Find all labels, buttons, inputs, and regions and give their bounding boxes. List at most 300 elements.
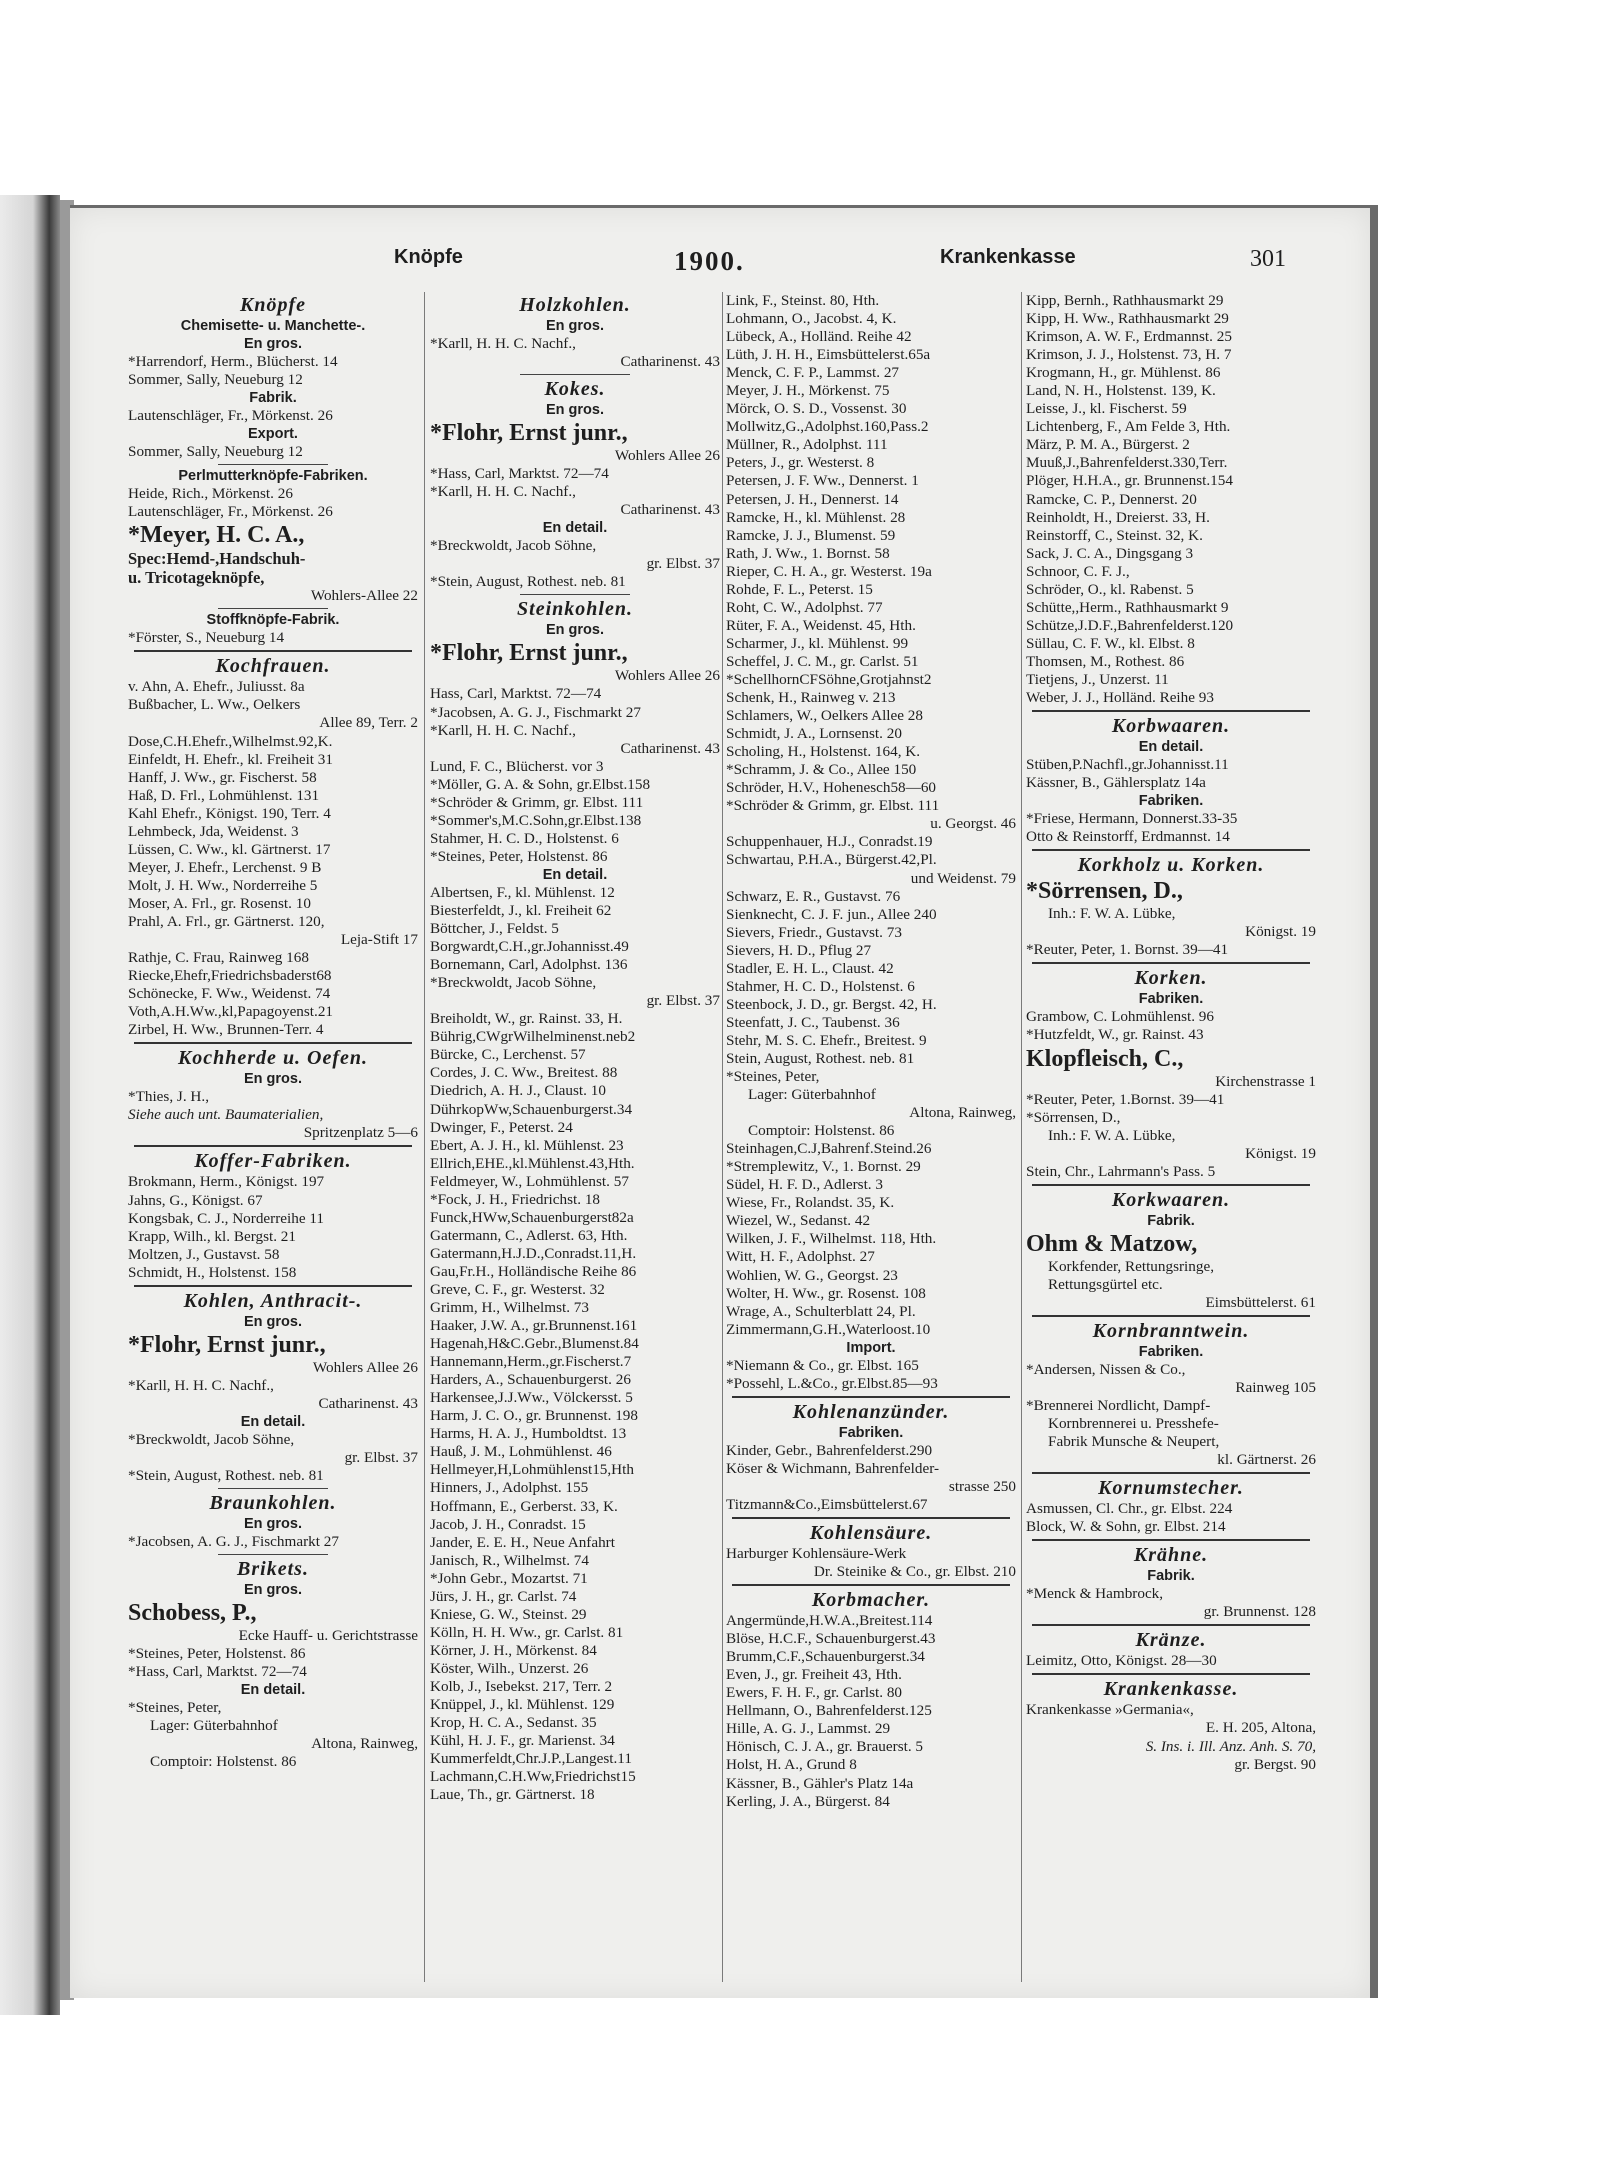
section-rule xyxy=(134,650,412,652)
directory-entry: Stahmer, H. C. D., Holstenst. 6 xyxy=(726,977,915,995)
section-rule xyxy=(1032,710,1310,712)
subheading: Fabriken. xyxy=(1138,793,1204,810)
directory-entry: *Brennerei Nordlicht, Dampf- xyxy=(1026,1397,1211,1415)
subheading: Fabrik. xyxy=(1147,1212,1195,1229)
section-rule xyxy=(1032,849,1310,851)
entry-address: Leja-Stift 17 xyxy=(340,931,418,949)
directory-entry: Einfeldt, H. Ehefr., kl. Freiheit 31 xyxy=(128,750,333,768)
directory-entry: Brokmann, Herm., Königst. 197 xyxy=(128,1173,325,1191)
section-heading: Kochherde u. Oefen. xyxy=(177,1047,369,1070)
cross-reference: S. Ins. i. Ill. Anz. Anh. S. 70, xyxy=(1145,1737,1316,1755)
directory-entry: Prahl, A. Frl., gr. Gärtnerst. 120, xyxy=(128,912,325,930)
directory-entry: Schmidt, H., Holstenst. 158 xyxy=(128,1263,297,1281)
directory-entry: Menck, C. F. P., Lammst. 27 xyxy=(726,364,900,382)
directory-entry: Angermünde,H.W.A.,Breitest.114 xyxy=(726,1612,933,1630)
directory-entry: Harkensee,J.J.Ww., Völckersst. 5 xyxy=(430,1389,633,1407)
entry-continuation: Fabrik Munsche & Neupert, xyxy=(1048,1433,1220,1451)
section-heading: Kochfrauen. xyxy=(215,655,331,678)
directory-entry: Titzmann&Co.,Eimsbüttelerst.67 xyxy=(726,1495,928,1513)
directory-entry: *Schröder & Grimm, gr. Elbst. 111 xyxy=(430,793,644,811)
entry-address: und Weidenst. 79 xyxy=(910,869,1016,887)
directory-entry: Meyer, J. Ehefr., Lerchenst. 9 B xyxy=(128,858,322,876)
directory-entry: *Schröder & Grimm, gr. Elbst. 111 xyxy=(726,797,940,815)
directory-entry: Albertsen, F., kl. Mühlenst. 12 xyxy=(430,883,615,901)
subheading: Fabriken. xyxy=(1138,1343,1204,1360)
directory-entry: Rieper, C. H. A., gr. Westerst. 19a xyxy=(726,562,932,580)
subheading: Export. xyxy=(248,426,298,443)
section-heading: Kornumstecher. xyxy=(1098,1477,1244,1500)
directory-entry: Lohmann, O., Jacobst. 4, K. xyxy=(726,310,897,328)
directory-entry: *Breckwoldt, Jacob Söhne, xyxy=(430,537,597,555)
entry-address: Allee 89, Terr. 2 xyxy=(319,714,418,732)
directory-entry: *Steines, Peter, xyxy=(726,1068,820,1086)
directory-entry: Jahns, G., Königst. 67 xyxy=(128,1191,263,1209)
entry-address: Wohlers Allee 26 xyxy=(614,667,720,685)
entry-address: Catharinenst. 43 xyxy=(318,1394,418,1412)
entry-continuation: Inh.: F. W. A. Lübke, xyxy=(1048,1126,1176,1144)
directory-entry: Sommer, Sally, Neueburg 12 xyxy=(128,443,303,461)
section-heading: Kohlen, Anthracit-. xyxy=(183,1289,363,1312)
featured-firm-name: *Flohr, Ernst junr., xyxy=(430,640,628,667)
directory-entry: Feldmeyer, W., Lohmühlenst. 57 xyxy=(430,1172,629,1190)
directory-entry: Grimm, H., Wilhelmst. 73 xyxy=(430,1299,589,1317)
subheading: En gros. xyxy=(243,336,302,352)
directory-entry: Wiese, Fr., Rolandst. 35, K. xyxy=(726,1194,895,1212)
directory-entry: Hanff, J. Ww., gr. Fischerst. 58 xyxy=(128,768,317,786)
section-heading: Brikets. xyxy=(237,1558,309,1581)
directory-entry: Harders, A., Schauenburgerst. 26 xyxy=(430,1371,631,1389)
section-rule xyxy=(1032,1315,1310,1317)
directory-entry: Scheffel, J. C. M., gr. Carlst. 51 xyxy=(726,652,919,670)
directory-entry: *Steines, Peter, xyxy=(128,1699,222,1717)
directory-entry: Knüppel, J., kl. Mühlenst. 129 xyxy=(430,1696,615,1714)
directory-entry: Ramcke, C. P., Dennerst. 20 xyxy=(1026,490,1197,508)
subheading: Import. xyxy=(846,1339,896,1356)
directory-entry: *Jacobsen, A. G. J., Fischmarkt 27 xyxy=(128,1533,339,1551)
section-heading: Kornbranntwein. xyxy=(1092,1319,1250,1342)
section-heading: Koffer-Fabriken. xyxy=(194,1150,352,1173)
directory-entry: Block, W. & Sohn, gr. Elbst. 214 xyxy=(1026,1518,1226,1536)
directory-entry: Blöse, H.C.F., Schauenburgerst.43 xyxy=(726,1630,936,1648)
directory-entry: Reinholdt, H., Dreierst. 33, H. xyxy=(1026,508,1210,526)
featured-firm-name: *Flohr, Ernst junr., xyxy=(430,420,628,447)
directory-entry: Mörck, O. S. D., Vossenst. 30 xyxy=(726,400,907,418)
directory-entry: Kipp, Bernh., Rathhausmarkt 29 xyxy=(1026,292,1224,309)
directory-entry: DührkopWw,Schauenburgerst.34 xyxy=(430,1100,633,1118)
directory-entry: Haaker, J.W. A., gr.Brunnenst.161 xyxy=(430,1317,638,1335)
directory-entry: *Breckwoldt, Jacob Söhne, xyxy=(128,1430,295,1448)
entry-address: Wohlers Allee 26 xyxy=(312,1358,418,1376)
featured-specialty: u. Tricotageknöpfe, xyxy=(128,568,265,588)
column-3 xyxy=(726,292,1016,1982)
directory-entry: Lüssen, C. Ww., kl. Gärtnerst. 17 xyxy=(128,840,331,858)
featured-firm-name: *Flohr, Ernst junr., xyxy=(128,1331,326,1358)
featured-firm-name: *Sörrensen, D., xyxy=(1026,878,1183,905)
directory-entry: Schwarz, E. R., Gustavst. 76 xyxy=(726,887,901,905)
directory-entry: Lichtenberg, F., Am Felde 3, Hth. xyxy=(1026,418,1231,436)
directory-entry: *Thies, J. H., xyxy=(128,1088,209,1106)
directory-entry: Rathje, C. Frau, Rainweg 168 xyxy=(128,949,309,967)
directory-entry: Lautenschläger, Fr., Mörkenst. 26 xyxy=(128,407,333,425)
directory-entry: *Stein, August, Rothest. neb. 81 xyxy=(128,1466,324,1484)
directory-entry: Lehmbeck, Jda, Weidenst. 3 xyxy=(128,822,299,840)
directory-entry: Sievers, Friedr., Gustavst. 73 xyxy=(726,923,902,941)
directory-entry: Rohde, F. L., Peterst. 15 xyxy=(726,580,873,598)
directory-entry: Kipp, H. Ww., Rathhausmarkt 29 xyxy=(1026,310,1229,328)
entry-address: gr. Elbst. 37 xyxy=(344,1448,418,1466)
directory-entry: Krapp, Wilh., kl. Bergst. 21 xyxy=(128,1227,296,1245)
directory-entry: Rüter, F. A., Weidenst. 45, Hth. xyxy=(726,616,916,634)
directory-entry: Stehr, M. S. C. Ehefr., Breitest. 9 xyxy=(726,1031,927,1049)
directory-entry: *Karll, H. H. C. Nachf., xyxy=(430,483,576,501)
directory-entry: Gatermann,H.J.D.,Conradst.11,H. xyxy=(430,1244,637,1262)
directory-entry: Krop, H. C. A., Sedanst. 35 xyxy=(430,1714,597,1732)
entry-continuation: Korkfender, Rettungsringe, xyxy=(1048,1257,1214,1275)
directory-entry: Schenk, H., Rainweg v. 213 xyxy=(726,689,896,707)
directory-entry: Roht, C. W., Adolphst. 77 xyxy=(726,598,883,616)
directory-entry: Plöger, H.H.A., gr. Brunnenst.154 xyxy=(1026,472,1233,490)
directory-entry: *Hutzfeldt, W., gr. Rainst. 43 xyxy=(1026,1026,1204,1044)
subheading: Perlmutterknöpfe-Fabriken. xyxy=(178,468,368,485)
section-heading: Holzkohlen. xyxy=(519,294,631,316)
directory-entry: Stadler, E. H. L., Claust. 42 xyxy=(726,959,894,977)
directory-entry: Hannemann,Herm.,gr.Fischerst.7 xyxy=(430,1353,632,1371)
directory-entry: Böttcher, J., Feldst. 5 xyxy=(430,920,559,938)
directory-entry: Lautenschläger, Fr., Mörkenst. 26 xyxy=(128,503,333,521)
directory-entry: Steenbock, J. D., gr. Bergst. 42, H. xyxy=(726,995,937,1013)
entry-address: Catharinenst. 43 xyxy=(620,501,720,519)
directory-entry: Wiezel, W., Sedanst. 42 xyxy=(726,1212,871,1230)
directory-entry: Stein, August, Rothest. neb. 81 xyxy=(726,1049,915,1067)
subheading: Stoffknöpfe-Fabrik. xyxy=(206,612,340,629)
short-rule xyxy=(218,464,328,465)
directory-entry: Leisse, J., kl. Fischerst. 59 xyxy=(1026,400,1187,418)
directory-entry: Harm, J. C. O., gr. Brunnenst. 198 xyxy=(430,1407,638,1425)
directory-entry: *Förster, S., Neueburg 14 xyxy=(128,629,285,647)
directory-entry: Körner, J. H., Mörkenst. 84 xyxy=(430,1641,597,1659)
directory-entry: Muuß,J.,Bahrenfelderst.330,Terr. xyxy=(1026,454,1228,472)
directory-entry: März, P. M. A., Bürgerst. 2 xyxy=(1026,436,1190,454)
directory-entry: *Menck & Hambrock, xyxy=(1026,1585,1164,1603)
directory-entry: Petersen, J. H., Dennerst. 14 xyxy=(726,490,899,508)
directory-entry: Even, J., gr. Freiheit 43, Hth. xyxy=(726,1666,902,1684)
directory-entry: Petersen, J. F. Ww., Dennerst. 1 xyxy=(726,472,919,490)
directory-entry: *Steines, Peter, Holstenst. 86 xyxy=(128,1645,306,1663)
directory-entry: Rath, J. Ww., 1. Bornst. 58 xyxy=(726,544,890,562)
directory-entry: *Hass, Carl, Marktst. 72—74 xyxy=(430,465,609,483)
directory-entry: Holst, H. A., Grund 8 xyxy=(726,1756,857,1774)
short-rule xyxy=(218,1554,328,1555)
directory-entry: Schröder, O., kl. Rabenst. 5 xyxy=(1026,580,1194,598)
subheading: Chemisette- u. Manchette-. xyxy=(180,318,366,334)
section-heading: Korkwaaren. xyxy=(1111,1188,1231,1211)
directory-entry: *Schramm, J. & Co., Allee 150 xyxy=(726,761,917,779)
directory-entry: Kühl, H. J. F., gr. Marienst. 34 xyxy=(430,1732,615,1750)
section-rule xyxy=(1032,962,1310,964)
directory-entry: *Possehl, L.&Co., gr.Elbst.85—93 xyxy=(726,1374,938,1392)
section-heading: Krähne. xyxy=(1133,1544,1209,1567)
directory-entry: Harburger Kohlensäure-Werk xyxy=(726,1545,907,1562)
page-number: 301 xyxy=(1250,246,1286,272)
section-heading: Korkholz u. Korken. xyxy=(1077,854,1265,877)
directory-entry: Lund, F. C., Blücherst. vor 3 xyxy=(430,757,604,775)
entry-address: kl. Gärtnerst. 26 xyxy=(1217,1451,1316,1469)
directory-entry: Müllner, R., Adolphst. 111 xyxy=(726,436,888,454)
directory-entry: *Stremplewitz, V., 1. Bornst. 29 xyxy=(726,1158,921,1176)
section-heading: Krankenkasse. xyxy=(1103,1678,1239,1701)
directory-entry: Sack, J. C. A., Dingsgang 3 xyxy=(1026,544,1194,562)
directory-entry: Moltzen, J., Gustavst. 58 xyxy=(128,1245,280,1263)
directory-entry: Scharmer, J., kl. Mühlenst. 99 xyxy=(726,634,909,652)
directory-entry: Krankenkasse »Germania«, xyxy=(1026,1701,1194,1719)
featured-firm-name: Klopfleisch, C., xyxy=(1026,1045,1184,1072)
directory-entry: Cordes, J. C. Ww., Breitest. 88 xyxy=(430,1064,618,1082)
directory-entry: Meyer, J. H., Mörkenst. 75 xyxy=(726,382,890,400)
directory-entry: Bornemann, Carl, Adolphst. 136 xyxy=(430,956,628,974)
directory-entry: Ewers, F. H. F., gr. Carlst. 80 xyxy=(726,1684,903,1702)
directory-entry: Kniese, G. W., Steinst. 29 xyxy=(430,1605,587,1623)
directory-entry: Thomsen, M., Rothest. 86 xyxy=(1026,652,1185,670)
entry-address: Altona, Rainweg, xyxy=(311,1735,418,1753)
directory-entry: Borgwardt,C.H.,gr.Johannisst.49 xyxy=(430,938,629,956)
cross-reference: Siehe auch unt. Baumaterialien, xyxy=(128,1106,324,1124)
directory-entry: Bürcke, C., Lerchenst. 57 xyxy=(430,1046,586,1064)
directory-entry: *Friese, Hermann, Donnerst.33-35 xyxy=(1026,810,1238,828)
section-heading: Steinkohlen. xyxy=(517,598,633,621)
directory-entry: *Jacobsen, A. G. J., Fischmarkt 27 xyxy=(430,703,641,721)
directory-entry: Schwartau, P.H.A., Bürgerst.42,Pl. xyxy=(726,851,937,869)
directory-entry: Schuppenhauer, H.J., Conradst.19 xyxy=(726,833,933,851)
directory-entry: Funck,HWw,Schauenburgerst82a xyxy=(430,1208,634,1226)
directory-entry: Hagenah,H&C.Gebr.,Blumenst.84 xyxy=(430,1335,639,1353)
section-rule xyxy=(732,1396,1010,1398)
directory-entry: Janisch, R., Wilhelmst. 74 xyxy=(430,1551,589,1569)
subheading: En gros. xyxy=(243,1071,302,1088)
directory-entry: Scholing, H., Holstenst. 164, K. xyxy=(726,743,921,761)
subheading: Fabriken. xyxy=(1138,991,1204,1008)
directory-entry: Steenfatt, J. C., Taubenst. 36 xyxy=(726,1013,900,1031)
directory-entry: Peters, J., gr. Westerst. 8 xyxy=(726,454,875,472)
entry-continuation: Lager: Güterbahnhof xyxy=(748,1086,876,1104)
directory-entry: *John Gebr., Mozartst. 71 xyxy=(430,1569,588,1587)
directory-entry: *Sommer's,M.C.Sohn,gr.Elbst.138 xyxy=(430,811,642,829)
directory-entry: Schlamers, W., Oelkers Allee 28 xyxy=(726,707,923,725)
directory-entry: Leimitz, Otto, Königst. 28—30 xyxy=(1026,1652,1217,1670)
subheading: En gros. xyxy=(243,1516,302,1533)
directory-entry: *Fock, J. H., Friedrichst. 18 xyxy=(430,1190,601,1208)
directory-entry: *Möller, G. A. & Sohn, gr.Elbst.158 xyxy=(430,775,651,793)
subheading: En gros. xyxy=(545,318,604,334)
header-left-keyword: Knöpfe xyxy=(394,246,463,268)
directory-entry: Witt, H. F., Adolphst. 27 xyxy=(726,1248,875,1266)
featured-firm-name: *Meyer, H. C. A., xyxy=(128,522,305,549)
directory-entry: Lübeck, A., Holländ. Reihe 42 xyxy=(726,328,912,346)
entry-continuation: Comptoir: Holstenst. 86 xyxy=(150,1753,297,1771)
directory-entry: Molt, J. H. Ww., Norderreihe 5 xyxy=(128,876,318,894)
directory-entry: Jander, E. E. H., Neue Anfahrt xyxy=(430,1533,615,1551)
section-rule xyxy=(1032,1673,1310,1675)
section-heading: Korbwaaren. xyxy=(1111,715,1231,738)
directory-entry: Kummerfeldt,Chr.J.P.,Langest.11 xyxy=(430,1750,632,1768)
directory-entry: Stüben,P.Nachfl.,gr.Johannisst.11 xyxy=(1026,756,1229,774)
directory-entry: Bührig,CWgrWilhelminenst.neb2 xyxy=(430,1028,636,1046)
directory-entry: Dose,C.H.Ehefr.,Wilhelmst.92,K. xyxy=(128,732,333,750)
directory-entry: Hoffmann, E., Gerberst. 33, K. xyxy=(430,1497,618,1515)
entry-address: strasse 250 xyxy=(948,1477,1016,1495)
directory-entry: Ramcke, H., kl. Mühlenst. 28 xyxy=(726,508,906,526)
section-heading: Knöpfe xyxy=(240,294,306,316)
subheading: En detail. xyxy=(240,1682,306,1699)
header-right-keyword: Krankenkasse xyxy=(940,246,1076,268)
directory-entry: Biesterfeldt, J., kl. Freiheit 62 xyxy=(430,901,612,919)
directory-entry: Ramcke, J. J., Blumenst. 59 xyxy=(726,526,896,544)
directory-entry: Stahmer, H. C. D., Holstenst. 6 xyxy=(430,829,619,847)
directory-entry: Kolb, J., Isebekst. 217, Terr. 2 xyxy=(430,1678,613,1695)
directory-entry: Riecke,Ehefr,Friedrichsbaderst68 xyxy=(128,967,332,985)
section-rule xyxy=(1032,1539,1310,1541)
subheading: En detail. xyxy=(542,866,608,883)
directory-entry: Kongsbak, C. J., Norderreihe 11 xyxy=(128,1209,324,1227)
entry-address: Wohlers-Allee 22 xyxy=(310,587,418,605)
directory-entry: Gau,Fr.H., Holländische Reihe 86 xyxy=(430,1262,637,1280)
directory-entry: Köster, Wilh., Unzerst. 26 xyxy=(430,1659,589,1677)
featured-firm-name: Ohm & Matzow, xyxy=(1026,1230,1198,1257)
section-rule xyxy=(134,1145,412,1147)
directory-entry: Mollwitz,G.,Adolphst.160,Pass.2 xyxy=(726,418,929,436)
section-heading: Kränze. xyxy=(1135,1629,1207,1652)
section-heading: Kokes. xyxy=(544,378,606,401)
directory-entry: Laue, Th., gr. Gärtnerst. 18 xyxy=(430,1786,595,1804)
entry-address: Kirchenstrasse 1 xyxy=(1215,1072,1316,1090)
directory-entry: Jürs, J. H., gr. Carlst. 74 xyxy=(430,1587,577,1605)
directory-entry: Köser & Wichmann, Bahrenfelder- xyxy=(726,1459,940,1477)
directory-entry: Lüth, J. H. H., Eimsbüttelerst.65a xyxy=(726,346,931,364)
directory-entry: Hauß, J. M., Lohmühlenst. 46 xyxy=(430,1443,612,1461)
subheading: Fabrik. xyxy=(1147,1568,1195,1585)
directory-entry: Wilken, J. F., Wilhelmst. 118, Hth. xyxy=(726,1230,937,1248)
section-rule xyxy=(134,1285,412,1287)
directory-entry: Schütte,,Herm., Rathhausmarkt 9 xyxy=(1026,598,1229,616)
directory-entry: Hille, A. G. J., Lammst. 29 xyxy=(726,1720,891,1738)
section-heading: Braunkohlen. xyxy=(209,1492,337,1515)
directory-entry: Weber, J. J., Holländ. Reihe 93 xyxy=(1026,689,1214,707)
column-divider xyxy=(722,292,723,1982)
directory-entry: Asmussen, Cl. Chr., gr. Elbst. 224 xyxy=(1026,1500,1233,1518)
entry-address: gr. Brunnenst. 128 xyxy=(1203,1603,1316,1621)
directory-entry: Zirbel, H. Ww., Brunnen-Terr. 4 xyxy=(128,1021,324,1039)
directory-entry: Otto & Reinstorff, Erdmannst. 14 xyxy=(1026,828,1230,846)
section-rule xyxy=(1032,1624,1310,1626)
entry-address: gr. Elbst. 37 xyxy=(646,555,720,573)
directory-entry: Haß, D. Frl., Lohmühlenst. 131 xyxy=(128,786,320,804)
section-heading: Korbmacher. xyxy=(811,1589,931,1612)
directory-entry: Schnoor, C. F. J., xyxy=(1026,562,1130,580)
directory-entry: v. Ahn, A. Ehefr., Juliusst. 8a xyxy=(128,678,305,696)
directory-entry: Grambow, C. Lohmühlenst. 96 xyxy=(1026,1008,1214,1026)
entry-address: Ecke Hauff- u. Gerichtstrasse xyxy=(238,1627,418,1645)
directory-entry: *Karll, H. H. C. Nachf., xyxy=(430,721,576,739)
entry-address: gr. Elbst. 37 xyxy=(646,992,720,1010)
entry-continuation: Kornbrennerei u. Presshefe- xyxy=(1048,1415,1219,1433)
directory-entry: Hinners, J., Adolphst. 155 xyxy=(430,1479,589,1497)
directory-entry: Hellmann, O., Bahrenfelderst.125 xyxy=(726,1702,932,1720)
entry-address: Königst. 19 xyxy=(1245,923,1316,941)
subheading: En gros. xyxy=(545,402,604,419)
subheading: En gros. xyxy=(545,622,604,639)
subheading: En gros. xyxy=(243,1582,302,1599)
directory-entry: Süllau, C. F. W., kl. Elbst. 8 xyxy=(1026,634,1195,652)
entry-continuation: Comptoir: Holstenst. 86 xyxy=(748,1122,895,1140)
directory-columns xyxy=(128,292,1360,1982)
directory-page xyxy=(70,205,1378,1998)
directory-entry: Harms, H. A. J., Humboldtst. 13 xyxy=(430,1425,627,1443)
directory-entry: Ebert, A. J. H., kl. Mühlenst. 23 xyxy=(430,1136,624,1154)
directory-entry: Brumm,C.F.,Schauenburgerst.34 xyxy=(726,1648,925,1666)
directory-entry: Kölln, H. H. Ww., gr. Carlst. 81 xyxy=(430,1623,624,1641)
section-rule xyxy=(732,1584,1010,1586)
subheading: En detail. xyxy=(240,1413,306,1430)
directory-entry: Lachmann,C.H.Ww,Friedrichst15 xyxy=(430,1768,636,1786)
directory-entry: Hass, Carl, Marktst. 72—74 xyxy=(430,685,602,703)
directory-entry: Hellmeyer,H,Lohmühlenst15,Hth xyxy=(430,1461,634,1479)
featured-firm-name: Schobess, P., xyxy=(128,1600,257,1627)
directory-entry: Kässner, B., Gähler's Platz 14a xyxy=(726,1774,914,1792)
section-heading: Kohlensäure. xyxy=(809,1522,933,1544)
directory-entry: Schröder, H.V., Hohenesch58—60 xyxy=(726,779,937,797)
directory-entry: *Hass, Carl, Marktst. 72—74 xyxy=(128,1663,307,1681)
directory-entry: Diedrich, A. H. J., Claust. 10 xyxy=(430,1082,606,1100)
directory-entry: Kerling, J. A., Bürgerst. 84 xyxy=(726,1792,890,1810)
entry-address: gr. Bergst. 90 xyxy=(1234,1755,1316,1773)
header-year: 1900. xyxy=(674,246,745,276)
entry-address: Rainweg 105 xyxy=(1235,1378,1316,1396)
directory-entry: Bußbacher, L. Ww., Oelkers xyxy=(128,696,301,714)
section-rule xyxy=(134,1042,412,1044)
short-rule xyxy=(520,374,630,375)
section-rule xyxy=(732,1517,1010,1519)
section-rule xyxy=(1032,1472,1310,1474)
directory-entry: Schönecke, F. Ww., Weidenst. 74 xyxy=(128,985,331,1003)
featured-specialty: Spec:Hemd-,Handschuh- xyxy=(128,549,306,569)
entry-address: Wohlers Allee 26 xyxy=(614,447,720,465)
directory-entry: Hönisch, C. J. A., gr. Brauerst. 5 xyxy=(726,1738,924,1756)
directory-entry: Sommer, Sally, Neueburg 12 xyxy=(128,371,303,389)
entry-address: E. H. 205, Altona, xyxy=(1205,1719,1316,1737)
directory-entry: Voth,A.H.Ww.,kl,Papagoyenst.21 xyxy=(128,1003,334,1021)
directory-entry: Krogmann, H., gr. Mühlenst. 86 xyxy=(1026,364,1221,382)
directory-entry: *Karll, H. H. C. Nachf., xyxy=(128,1376,274,1394)
directory-entry: *Steines, Peter, Holstenst. 86 xyxy=(430,847,608,865)
directory-entry: *Reuter, Peter, 1.Bornst. 39—41 xyxy=(1026,1090,1225,1108)
directory-entry: *Stein, August, Rothest. neb. 81 xyxy=(430,573,626,591)
column-1 xyxy=(128,292,418,1982)
short-rule xyxy=(520,594,630,595)
entry-address: Altona, Rainweg, xyxy=(909,1104,1016,1122)
directory-entry: Kässner, B., Gählersplatz 14a xyxy=(1026,774,1206,792)
directory-entry: Schmidt, J. A., Lornsenst. 20 xyxy=(726,725,902,743)
directory-entry: Stein, Chr., Lahrmann's Pass. 5 xyxy=(1026,1162,1216,1180)
directory-entry: Moser, A. Frl., gr. Rosenst. 10 xyxy=(128,894,311,912)
directory-entry: Schütze,J.D.F.,Bahrenfelderst.120 xyxy=(1026,616,1234,634)
directory-entry: Breiholdt, W., gr. Rainst. 33, H. xyxy=(430,1010,623,1028)
entry-address: Spritzenplatz 5—6 xyxy=(303,1124,418,1142)
column-divider xyxy=(1021,292,1022,1982)
entry-continuation: Lager: Güterbahnhof xyxy=(150,1717,278,1735)
directory-entry: Wolter, H. Ww., gr. Rosenst. 108 xyxy=(726,1284,926,1302)
directory-entry: *Niemann & Co., gr. Elbst. 165 xyxy=(726,1356,919,1374)
entry-continuation: Rettungsgürtel etc. xyxy=(1048,1275,1163,1293)
directory-entry: *SchellhornCFSöhne,Grotjahnst2 xyxy=(726,670,932,688)
